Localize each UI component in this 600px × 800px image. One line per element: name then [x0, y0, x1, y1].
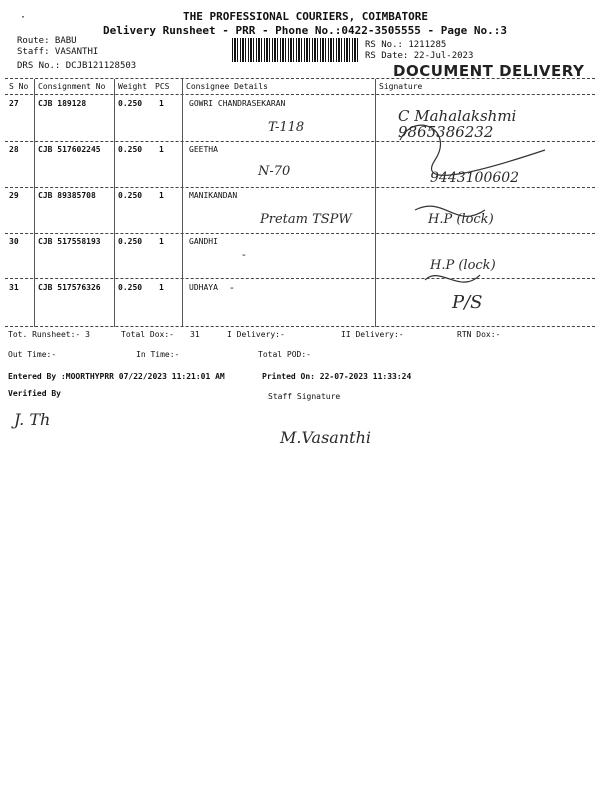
document-delivery-stamp: DOCUMENT DELIVERY — [393, 62, 585, 80]
total-dox-label: Total Dox:- — [121, 330, 174, 339]
rs-number: RS No.: 1211285 — [365, 40, 447, 50]
row-weight: 0.250 — [118, 145, 143, 154]
signature-scribble — [395, 100, 585, 330]
row-weight: 0.250 — [118, 191, 143, 200]
row-signature: C Mahalakshmi 9865386232 — [398, 107, 517, 141]
row-pcs: 1 — [159, 191, 164, 200]
rtn-dox: RTN Dox:- — [457, 330, 501, 339]
row-signature: H.P (lock) — [428, 212, 494, 227]
small-mark: · — [20, 12, 27, 23]
total-pod: Total POD:- — [258, 350, 311, 359]
table-top-rule — [5, 78, 595, 79]
col-divider — [375, 79, 376, 327]
row-pcs: 1 — [159, 237, 164, 246]
drs-number: DRS No.: DCJB121128503 — [17, 61, 137, 71]
total-runsheet: Tot. Runsheet:- 3 — [8, 330, 90, 339]
route-label: Route: BABU — [17, 36, 77, 46]
row-sno: 30 — [9, 237, 19, 246]
row-signature: P/S — [452, 292, 483, 313]
row-consignment: CJB 517602245 — [38, 145, 101, 154]
col-divider — [34, 79, 35, 327]
staff-label: Staff: VASANTHI — [17, 47, 99, 57]
printed-on: Printed On: 22-07-2023 11:33:24 — [262, 372, 412, 381]
row-handwritten-note: - — [230, 281, 234, 294]
row-handwritten-note: T-118 — [268, 120, 305, 135]
col-weight: Weight — [118, 82, 147, 91]
row-handwritten-note: Pretam TSPW — [260, 212, 352, 227]
staff-signature-label: Staff Signature — [268, 392, 341, 401]
row-signature: 9443100602 — [430, 170, 520, 186]
row-weight: 0.250 — [118, 283, 143, 292]
row-weight: 0.250 — [118, 237, 143, 246]
col-sno: S No — [9, 82, 29, 91]
row-consignment: CJB 517576326 — [38, 283, 101, 292]
verified-by: Verified By — [8, 389, 61, 398]
row-pcs: 1 — [159, 145, 164, 154]
row-consignment: CJB 517558193 — [38, 237, 101, 246]
col-divider — [182, 79, 183, 327]
out-time: Out Time:- — [8, 350, 57, 359]
row-signature: H.P (lock) — [430, 258, 496, 273]
rs-date: RS Date: 22-Jul-2023 — [365, 51, 474, 61]
row-sno: 31 — [9, 283, 19, 292]
runsheet-subtitle: Delivery Runsheet - PRR - Phone No.:0422-3505555 - Page No.:3 — [103, 24, 507, 37]
entered-by: Entered By :MOORTHYPRR 07/22/2023 11:21:01 AM — [8, 372, 225, 381]
total-dox-value: 31 — [190, 330, 200, 339]
verifier-initials: J. Th — [14, 410, 51, 429]
col-pcs: PCS — [155, 82, 170, 91]
row-consignee: GANDHI — [189, 237, 218, 246]
col-divider — [114, 79, 115, 327]
row-consignee: UDHAYA — [189, 283, 218, 292]
col-signature: Signature — [379, 82, 423, 91]
barcode — [232, 38, 360, 62]
staff-signature: M.Vasanthi — [280, 428, 371, 447]
row-weight: 0.250 — [118, 99, 143, 108]
row-handwritten-note: - — [242, 248, 246, 261]
row-handwritten-note: N-70 — [258, 164, 291, 179]
col-consignment: Consignment No — [38, 82, 106, 91]
row-consignee: MANIKANDAN — [189, 191, 238, 200]
company-title: THE PROFESSIONAL COURIERS, COIMBATORE — [183, 10, 429, 23]
row-sno: 27 — [9, 99, 19, 108]
in-time: In Time:- — [136, 350, 180, 359]
row-sno: 29 — [9, 191, 19, 200]
row-pcs: 1 — [159, 283, 164, 292]
i-delivery: I Delivery:- — [227, 330, 285, 339]
ii-delivery: II Delivery:- — [341, 330, 404, 339]
row-consignment: CJB 89385708 — [38, 191, 96, 200]
row-consignment: CJB 189128 — [38, 99, 87, 108]
row-sno: 28 — [9, 145, 19, 154]
row-consignee: GEETHA — [189, 145, 218, 154]
row-pcs: 1 — [159, 99, 164, 108]
row-consignee: GOWRI CHANDRASEKARAN — [189, 99, 286, 108]
col-consignee: Consignee Details — [186, 82, 268, 91]
table-header-rule — [5, 94, 595, 95]
